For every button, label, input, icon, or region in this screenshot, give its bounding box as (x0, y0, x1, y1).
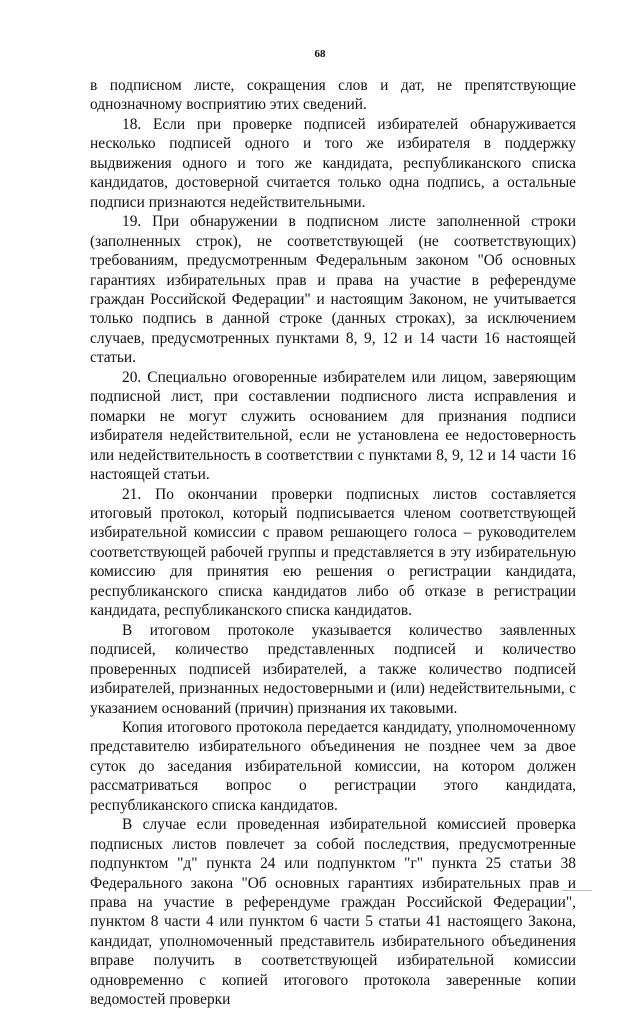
paragraph-4: 20. Специально оговоренные избирателем или лицом, заверяющим подписной лист, при составлении подписного листа исправления и помарки не могут служить основанием для признания подписи избирателя недействительной, если не установлена ее недостоверность или недействительность в соответствии с пунктами 8, 9, 12 и 14 части 16 настоящей статьи. (90, 368, 576, 484)
paragraph-8: В случае если проведенная избирательной комиссией проверка подписных листов повлечет за собой последствия, предусмотренные подпунктом "д" пункта 24 или подпунктом "г" пункта 25 статьи 38 Федерального закона "Об основных гарантиях избирательных прав и права на участие в референдуме граждан Российской Федерации", пунктом 8 части 4 или пунктом 6 части 5 статьи 41 настоящего Закона, кандидат, уполномоченный представитель избирательного объединения вправе получить в соответствующей избирательной комиссии одновременно с копией итогового протокола заверенные копии ведомостей проверки (90, 816, 576, 1009)
paragraph-3: 19. При обнаружении в подписном листе заполненной строки (заполненных строк), не соответствующей (не соответствующих) требованиям, предусмотренным Федеральным законом "Об основных гарантиях избирательных прав и права на участие в референдуме граждан Российской Федерации" и настоящим Законом, не учитывается только подпись в данной строке (данных строках), за исключением случаев, предусмотренных пунктами 8, 9, 12 и 14 части 16 настоящей статьи. (90, 213, 576, 367)
page-number: 68 (314, 48, 326, 60)
paragraph-1: в подписном листе, сокращения слов и дат, не препятствующие однозначному восприятию этих сведений. (90, 77, 576, 114)
document-body (90, 76, 576, 1010)
footer-rule (562, 890, 592, 891)
paragraph-5: 21. По окончании проверки подписных листов составляется итоговый протокол, который подписывается членом соответствующей избирательной комиссии с правом решающего голоса – руководителем соответствующей рабочей группы и представляется в эту избирательную комиссию для принятия ею решения о регистрации кандидата, республиканского списка кандидатов либо об отказе в регистрации кандидата, республиканского списка кандидатов. (90, 485, 576, 620)
paragraph-2: 18. Если при проверке подписей избирателей обнаруживается несколько подписей одного и того же избирателя в поддержку выдвижения одного и того же кандидата, республиканского списка кандидатов, достоверной считается только одна подпись, а остальные подписи признаются недействительными. (90, 115, 576, 211)
paragraph-7: Копия итогового протокола передается кандидату, уполномоченному представителю избирательного объединения не позднее чем за двое суток до заседания избирательной комиссии, на котором должен рассматриваться вопрос о регистрации этого кандидата, республиканского списка кандидатов. (90, 718, 576, 814)
paragraph-6: В итоговом протоколе указывается количество заявленных подписей, количество представленных подписей и количество проверенных подписей избирателей, а также количество подписей избирателей, признанных недостоверными и (или) недействительными, с указанием оснований (причин) признания их таковыми. (90, 621, 576, 717)
